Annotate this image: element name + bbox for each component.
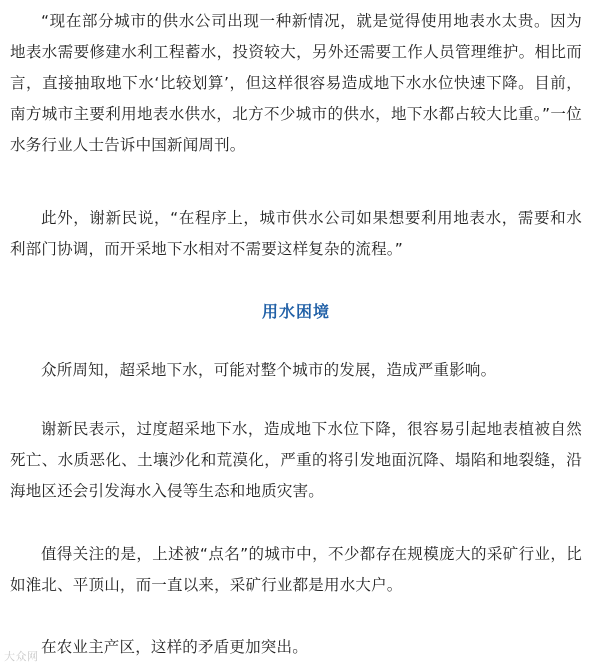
section-heading: 用水困境 [261, 302, 330, 321]
article-paragraph: 此外，谢新民说，“在程序上，城市供水公司如果想要利用地表水，需要和水利部门协调，而开采地下水相对不需要这样复杂的流程。” [10, 209, 582, 258]
article-paragraph: 众所周知，超采地下水，可能对整个城市的发展，造成严重影响。 [41, 361, 497, 379]
article-paragraph: 谢新民表示，过度超采地下水，造成地下水位下降，很容易引起地表植被自然死亡、水质恶化、土壤沙化和荒漠化，严重的将引发地面沉降、塌陷和地裂缝，沿海地区还会引发海水入侵等生态和地质灾害。 [10, 420, 582, 500]
watermark-text: 大众网 [4, 650, 39, 663]
article-paragraph: “现在部分城市的供水公司出现一种新情况，就是觉得使用地表水太贵。因为地表水需要修建水利工程蓄水，投资较大，另外还需要工作人员管理维护。相比而言，直接抽取地下水‘比较划算’，但这样很容易造成地下水水位快速下降。目前，南方城市主要利用地表水供水，北方不少城市的供水，地下水都占较大比重。”一位水务行业人士告诉中国新闻周刊。 [10, 12, 582, 154]
article-paragraph: 在农业主产区，这样的矛盾更加突出。 [41, 638, 308, 656]
watermark-logo [4, 648, 39, 664]
article-paragraph: 值得关注的是，上述被“点名”的城市中，不少都存在规模庞大的采矿行业，比如淮北、平顶山，而一直以来，采矿行业都是用水大户。 [10, 545, 582, 594]
